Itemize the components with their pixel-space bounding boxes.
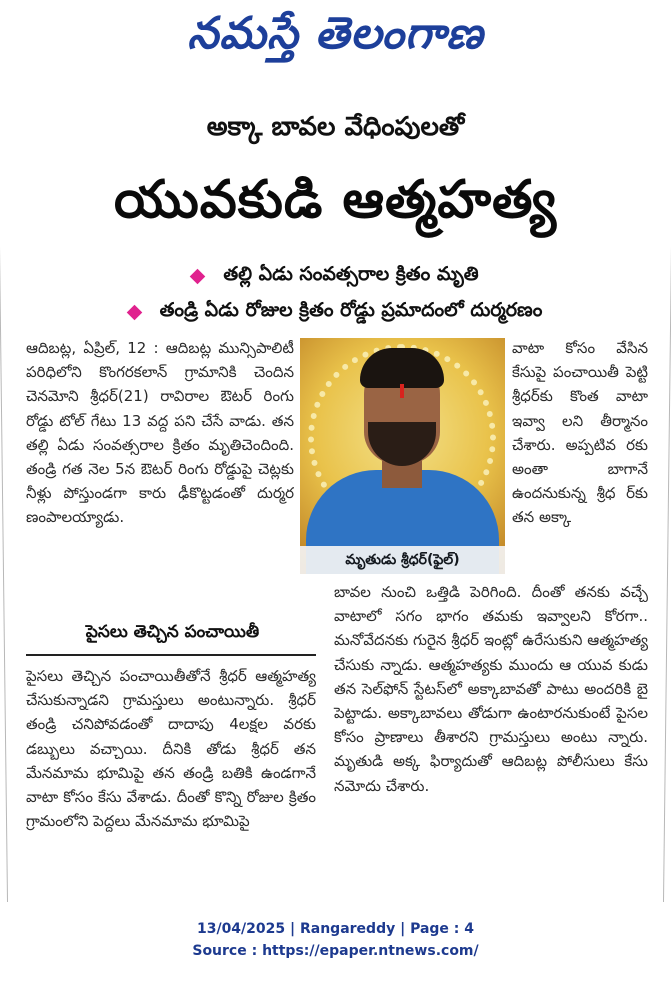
article-paragraph: ఆదిబట్ల, ఏప్రిల్, 12 : ఆదిబట్ల మున్సిపాలిటీ పరిధిలోని కొంగరకలాన్ గ్రామానికి చెందిన చెనమోని శ్రీధర్(21) రావిరాల ఔటర్ రింగు రోడ్డు టోల్ గేటు 13 వద్ద పని చేసే వాడు. తన తల్లి ఏడు సంవత్సరాల క్రితం మృతిచెందింది. తండ్రి గత నెల 5న ఔటర్ రింగు రోడ్డుపై చెట్లకు నీళ్లు పోస్తుండగా కారు ఢీకొట్టడంతో దుర్మర ణంపాలయ్యాడు. (26, 339, 294, 527)
article-column-right (512, 336, 648, 530)
newspaper-logo: నమస్తే తెలంగాణ (187, 8, 484, 59)
article-paragraph: పైసలు తెచ్చిన పంచాయితీతోనే శ్రీధర్ ఆత్మహత్య చేసుకున్నాడని గ్రామస్తులు అంటున్నారు. శ్రీధర్ తండ్రి చనిపోవడంతో దాదాపు 4లక్షల వరకు డబ్బులు వచ్చాయి. దీనికి తోడు శ్రీధర్ తన మేనమామ భూమిపై తన తండ్రి బతికి ఉండగానే వాటా కోసం కేసు వేశాడు. దీంతో కొన్ని రోజుల క్రితం గ్రామంలోని పెద్దలు మేనమామ భూమిపై (26, 667, 316, 831)
article-column-left-lower (26, 664, 316, 833)
article-paragraph: వాటా కోసం వేసిన కేసుపై పంచాయితీ పెట్టి శ్రీధర్‌కు కొంత వాటా ఇవ్వా లని తీర్మానం చేశారు. అప్పటివ రకు అంతా బాగానే ఉందనుకున్న శ్రీధ ర్‌కు తన అక్కా (512, 339, 648, 527)
bullet-item (0, 294, 671, 330)
edition-info: 13/04/2025 | Rangareddy | Page : 4 (196, 921, 475, 937)
diamond-bullet-icon (190, 268, 206, 284)
epaper-footer (0, 918, 671, 962)
masthead (0, 0, 671, 78)
photo-caption: మృతుడు శ్రీధర్(ఫైల్) (300, 546, 505, 574)
article-kicker: అక్కా బావల వేధింపులతో (206, 112, 465, 142)
subhead-underline (26, 654, 316, 656)
source-link[interactable]: Source : https://epaper.ntnews.com/ (192, 943, 479, 959)
article-headline: యువకుడి ఆత్మహత్య (113, 170, 558, 230)
bullet-item (0, 258, 671, 294)
article-column-middle (334, 580, 648, 798)
diamond-bullet-icon (126, 304, 142, 320)
deceased-photo (300, 338, 505, 574)
bullet-text: తండ్రి ఏడు రోజుల క్రితం రోడ్డు ప్రమాదంలో దుర్మరణం (159, 298, 543, 321)
highlight-bullets (0, 258, 671, 330)
bullet-text: తల్లి ఏడు సంవత్సరాల క్రితం మృతి (223, 262, 479, 285)
article-subhead: పైసలు తెచ్చిన పంచాయితీ (85, 622, 260, 642)
photo-hair (360, 348, 444, 388)
photo-tilak (400, 384, 404, 398)
article-column-left (26, 336, 294, 530)
article-paragraph: బావల నుంచి ఒత్తిడి పెరిగింది. దీంతో తనకు వచ్చే వాటాలో సగం భాగం తమకు ఇవ్వాలని కోరగా.. మనోవేదనకు గురైన శ్రీధర్ ఇంట్లో ఉరేసుకుని ఆత్మహత్య చేసుకు న్నాడు. ఆత్మహత్యకు ముందు ఆ యువ కుడు తన సెల్‌ఫోన్ స్టేటస్‌లో అక్కాబావతో పాటు అందరికి బై పెట్టాడు. అక్కాబావలు తోడుగా ఉంటారనుకుంటే పైసల కోసం ప్రాణాలు తీశారని గ్రామస్తులు అంటు న్నారు. మృతుడి అక్క ఫిర్యాదుతో ఆదిబట్ల పోలీసులు కేసు నమోదు చేశారు. (334, 583, 648, 795)
